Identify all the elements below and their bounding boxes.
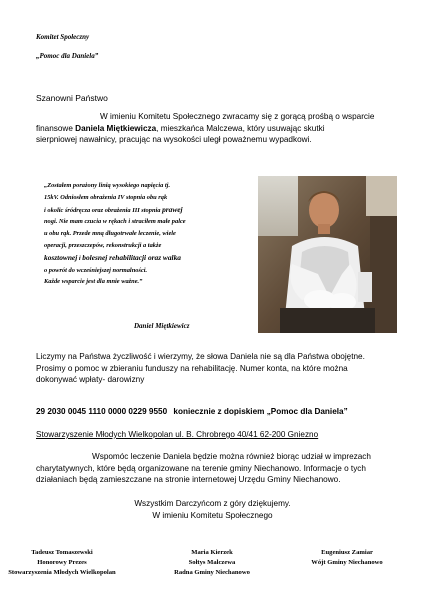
quote-signature: Daniel Miętkiewicz <box>134 322 190 330</box>
greeting: Szanowni Państwo <box>36 93 108 103</box>
intro-line-2: finansowe Daniela Miętkiewicza, mieszkańca Malczewa, który usuwając skutki <box>36 123 325 133</box>
support-paragraph: Wspomóc leczenie Daniela będzie można również biorąc udział w imprezach charytatywnych, które będą organizowane na terenie gminy Niechanowo. Informacje o tych działaniach będą zamieszczane na stronie internetowej Urzędu Gminy Niechanowo. <box>36 452 371 484</box>
intro-line-1: W imieniu Komitetu Społecznego zwracamy się z gorącą prośbą o wsparcie <box>100 112 375 121</box>
signatory-1: Tadeusz Tomaszewski Honorowy Prezes Stowarzyszenia Młodych Wielkopolan <box>8 549 116 576</box>
patient-photo <box>258 176 397 333</box>
person-name: Daniela Miętkiewicza <box>75 123 157 133</box>
signatory-2: Maria Kierzek Sołtys Malczewa Radna Gminy Niechanowo <box>174 549 250 576</box>
signatory-3: Eugeniusz Zamiar Wójt Gminy Niechanowo <box>311 549 383 566</box>
intro-line-3: sierpniowej nawałnicy, pracując na wysokości uległ poważnemu wypadkowi. <box>36 135 312 144</box>
account-note: koniecznie z dopiskiem „Pomoc dla Daniela” <box>173 407 348 416</box>
closing-block <box>0 498 425 522</box>
quote-block: „Zostałem porażony linią wysokiego napięcia tj. 15kV. Odniosłem obrażenia IV stopnia obu rąk i okolic śródręcza oraz obrażenia III stopnia prawej nogi. Nie mam czucia w rękach i straciłem małe palce u obu rąk. Przede mną długotrwałe leczenie, wiele operacji, przeszczepów, rekonstrukcji a także kosztownej i bolesnej rehabilitacji oraz walka o powrót do wcześniejszej normalności. Każde wsparcie jest dla mnie ważne.” <box>44 182 186 286</box>
association-address: Stowarzyszenie Młodych Wielkopolan ul. B. Chrobrego 40/41 62-200 Gniezno <box>36 430 319 439</box>
intro-paragraph <box>36 111 390 146</box>
account-line <box>36 407 348 416</box>
appeal-paragraph: Liczymy na Państwa życzliwość i wierzymy, że słowa Daniela nie są dla Państwa obojętne. Prosimy o pomoc w zbieraniu funduszy na rehabilitację. Numer konta, na które można dokonywać wpłaty- darowizny <box>36 352 365 384</box>
committee-name: Komitet Społeczny <box>36 33 90 41</box>
closing-behalf: W imieniu Komitetu Społecznego <box>152 511 273 520</box>
account-number: 29 2030 0045 1110 0000 0229 9550 <box>36 407 168 416</box>
photo-illustration <box>258 176 397 333</box>
initiative-name: „Pomoc dla Daniela” <box>36 52 99 60</box>
closing-thanks: Wszystkim Darczyńcom z góry dziękujemy. <box>134 499 291 508</box>
